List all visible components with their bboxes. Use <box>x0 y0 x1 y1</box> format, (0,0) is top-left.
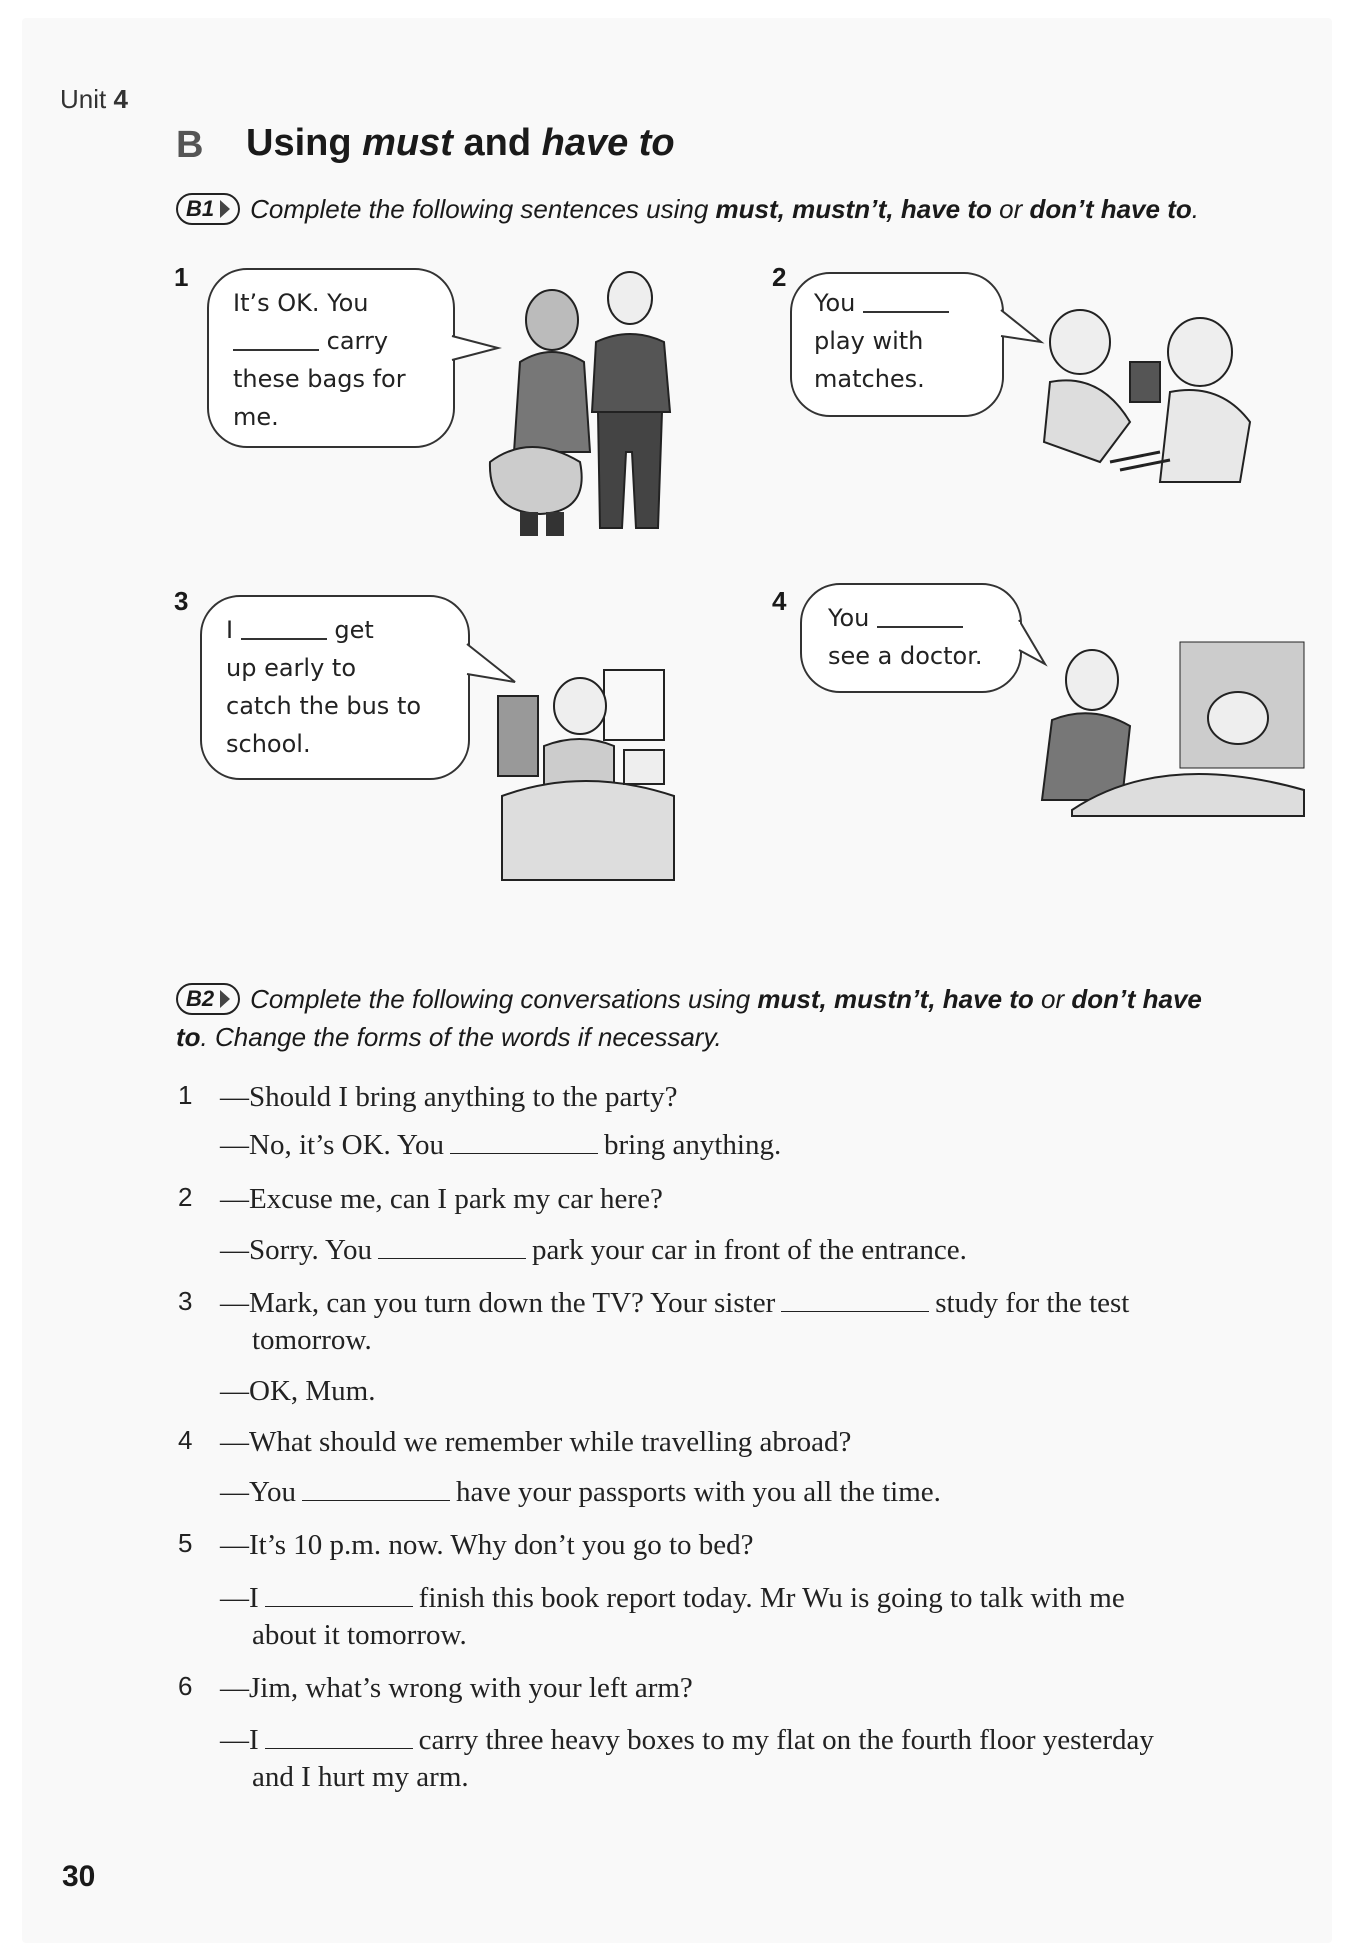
answer-blank[interactable] <box>450 1129 598 1154</box>
answer-blank[interactable] <box>781 1287 929 1312</box>
answer-line: —I finish this book report today. Mr Wu is going to talk with me <box>220 1582 1125 1614</box>
question-line: —Should I bring anything to the party? <box>220 1081 678 1113</box>
answer-line: —Sorry. You park your car in front of the entrance. <box>220 1234 967 1266</box>
answer-line: —OK, Mum. <box>220 1375 376 1407</box>
play-triangle-icon <box>220 990 230 1008</box>
answer-line: —No, it’s OK. You bring anything. <box>220 1129 782 1161</box>
answer-blank[interactable] <box>233 327 319 351</box>
question-number: 1 <box>178 1080 193 1110</box>
b1-instruction: B1 Complete the following sentences using must, mustn’t, have to or don’t have to. <box>176 190 1306 228</box>
question-line: —Jim, what’s wrong with your left arm? <box>220 1672 693 1704</box>
answer-blank[interactable] <box>378 1234 526 1259</box>
illustration-grandma-and-man <box>480 262 710 542</box>
b2-instruction: B2 Complete the following conversations using must, mustn’t, have to or don’t have to. Change the forms of the words if necessary. <box>176 984 1202 1052</box>
unit-text: Unit <box>60 84 107 114</box>
answer-line-cont: and I hurt my arm. <box>252 1761 469 1793</box>
speech-bubble: It’s OK. You carry these bags for me. <box>207 268 455 448</box>
question-line: —What should we remember while travelling abroad? <box>220 1426 852 1458</box>
title-must: must <box>362 122 453 164</box>
section-letter: B <box>176 124 204 166</box>
speech-bubble: You play with matches. <box>790 272 1004 417</box>
unit-label <box>60 84 128 115</box>
question-line-cont: tomorrow. <box>252 1324 372 1356</box>
b1-badge: B1 <box>176 193 240 225</box>
answer-blank[interactable] <box>863 289 949 313</box>
play-triangle-icon <box>220 200 230 218</box>
answer-line-cont: about it tomorrow. <box>252 1619 467 1651</box>
title-and: and <box>452 122 542 164</box>
answer-line: —You have your passports with you all the time. <box>220 1476 941 1508</box>
question-line: —Excuse me, can I park my car here? <box>220 1183 663 1215</box>
b1-item-number: 1 <box>174 262 189 292</box>
answer-blank[interactable] <box>302 1476 450 1501</box>
b2-item-number: 2 <box>772 262 787 292</box>
question-line: —It’s 10 p.m. now. Why don’t you go to bed? <box>220 1529 754 1561</box>
question-number: 2 <box>178 1182 193 1212</box>
answer-blank[interactable] <box>265 1724 413 1749</box>
illustration-boys-with-matches <box>1040 292 1280 492</box>
answer-blank[interactable] <box>265 1582 413 1607</box>
b4-item-number: 4 <box>772 586 787 616</box>
b3-item-number: 3 <box>174 586 189 616</box>
speech-bubble: You see a doctor. <box>800 583 1022 693</box>
page-number: 30 <box>62 1860 96 1893</box>
title-part1: Using <box>246 122 363 164</box>
question-number: 5 <box>178 1528 193 1558</box>
answer-blank[interactable] <box>241 616 327 640</box>
answer-blank[interactable] <box>877 604 963 628</box>
unit-number: 4 <box>113 84 128 114</box>
question-line: —Mark, can you turn down the TV? Your sister study for the test <box>220 1287 1130 1319</box>
question-number: 4 <box>178 1425 193 1455</box>
question-number: 6 <box>178 1671 193 1701</box>
title-have-to: have to <box>541 122 675 164</box>
illustration-sick-boy-in-bed <box>1012 640 1308 820</box>
answer-line: —I carry three heavy boxes to my flat on the fourth floor yesterday <box>220 1724 1154 1756</box>
b2-badge: B2 <box>176 983 240 1015</box>
illustration-girl-waking-up <box>484 666 694 886</box>
speech-bubble: I get up early to catch the bus to school. <box>200 595 470 780</box>
question-number: 3 <box>178 1286 193 1316</box>
section-title <box>246 122 675 165</box>
